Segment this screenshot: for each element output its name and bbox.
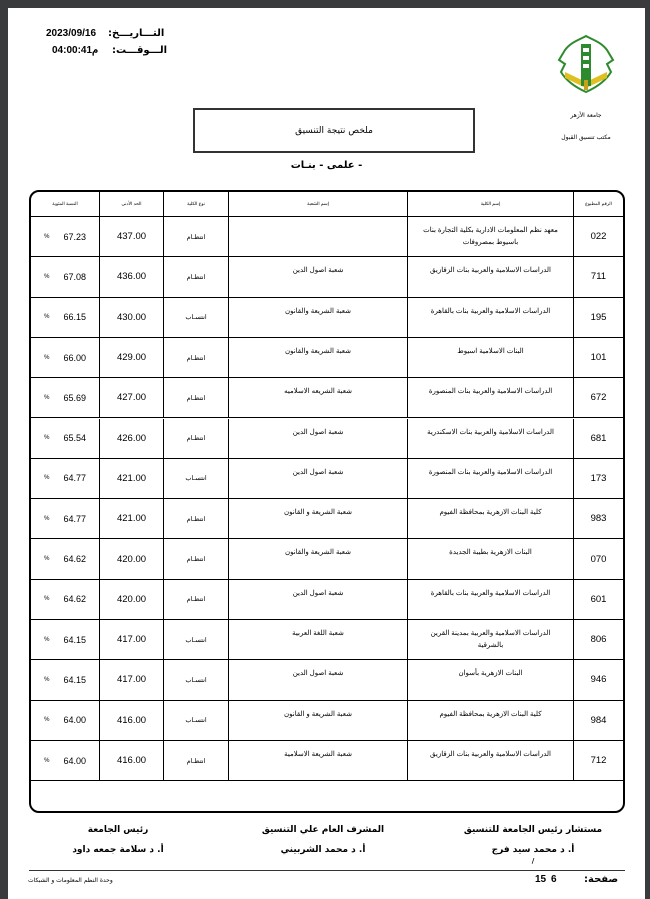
min-score-cell: 417.00 bbox=[100, 620, 164, 659]
percent-value: 66.00 bbox=[63, 352, 86, 363]
university-name: جامعة الأزهر bbox=[570, 112, 602, 119]
percent-value: 64.15 bbox=[63, 634, 86, 645]
percent-value: 65.69 bbox=[63, 392, 86, 403]
percent-symbol: % bbox=[44, 475, 50, 482]
college-type-cell: انتسـاب bbox=[164, 701, 229, 740]
percent-symbol: % bbox=[44, 596, 50, 603]
table-row bbox=[31, 620, 623, 660]
table-row bbox=[31, 419, 623, 459]
page-label: صفحة: bbox=[584, 874, 619, 885]
percent-value: 64.77 bbox=[63, 473, 86, 484]
code-cell: 711 bbox=[590, 271, 607, 283]
college-cell: كلية البنات الازهرية بمحافظة الفيوم bbox=[408, 701, 574, 740]
percent-symbol: % bbox=[44, 314, 50, 321]
college-cell: البنات الازهرية بأسوان bbox=[408, 660, 574, 699]
percent-value: 65.54 bbox=[63, 433, 86, 444]
college-type-cell: انتظـام bbox=[164, 257, 229, 296]
code-cell: 672 bbox=[590, 392, 607, 404]
percent-cell bbox=[31, 338, 100, 377]
branch-cell: شعبة اصول الدين bbox=[229, 419, 408, 458]
min-score-cell: 416.00 bbox=[100, 741, 164, 780]
page-total: 15 bbox=[535, 874, 547, 885]
percent-cell bbox=[31, 741, 100, 780]
percent-symbol: % bbox=[44, 636, 50, 643]
branch-cell: شعبة الشريعة الاسلامية bbox=[229, 741, 408, 780]
min-score-cell: 420.00 bbox=[100, 580, 164, 619]
college-cell: الدراسات الاسلامية والعربية بنات المنصورة bbox=[408, 459, 574, 498]
percent-symbol: % bbox=[44, 556, 50, 563]
percent-cell bbox=[31, 660, 100, 699]
percent-value: 64.00 bbox=[63, 715, 86, 726]
col-header-code: الرقم المطبوع bbox=[585, 201, 612, 206]
table-row bbox=[31, 298, 623, 338]
signature-role-advisor: مستشار رئيس الجامعة للتنسيق bbox=[463, 825, 603, 835]
college-cell: معهد نظم المعلومات الادارية بكلية التجارة بنات باسيوط بمصروفات bbox=[408, 217, 574, 256]
percent-cell bbox=[31, 539, 100, 578]
table-row bbox=[31, 257, 623, 297]
college-type-cell: انتظـام bbox=[164, 217, 229, 256]
code-cell: 946 bbox=[590, 674, 607, 686]
college-cell: الدراسات الاسلامية والعربية بنات الزقازيق bbox=[408, 741, 574, 780]
code-cell: 195 bbox=[590, 311, 607, 323]
branch-cell: شعبة اللغة العربية bbox=[229, 620, 408, 659]
college-type-cell: انتظـام bbox=[164, 378, 229, 417]
branch-cell: شعبة الشريعه الاسلاميه bbox=[229, 378, 408, 417]
signature-role-president: رئيس الجامعة bbox=[87, 825, 149, 835]
signature-name-advisor: أ. د محمد سيد فرج bbox=[491, 845, 575, 855]
code-cell: 022 bbox=[590, 231, 607, 243]
min-score-cell: 421.00 bbox=[100, 499, 164, 538]
results-table bbox=[29, 190, 625, 813]
signature-name-supervisor: أ. د محمد الشربيني bbox=[280, 845, 366, 855]
col-header-percent: النسبة المئوية bbox=[31, 192, 100, 216]
table-row bbox=[31, 580, 623, 620]
percent-symbol: % bbox=[44, 273, 50, 280]
college-cell: البنات الاسلامية اسيوط bbox=[408, 338, 574, 377]
percent-cell bbox=[31, 499, 100, 538]
percent-value: 67.23 bbox=[63, 231, 86, 242]
college-cell: الدراسات الاسلامية والعربية بنات المنصورة bbox=[408, 378, 574, 417]
college-cell: الدراسات الاسلامية والعربية بنات الاسكندرية bbox=[408, 419, 574, 458]
branch-cell: شعبة اصول الدين bbox=[229, 660, 408, 699]
signature-role-supervisor: المشرف العام علي التنسيق bbox=[261, 825, 385, 835]
branch-cell: شعبة اصول الدين bbox=[229, 580, 408, 619]
report-title: ملخص نتيجة التنسيق bbox=[193, 108, 475, 153]
table-row bbox=[31, 701, 623, 741]
col-header-branch: إسم الشعبة bbox=[229, 192, 408, 216]
percent-value: 64.62 bbox=[63, 554, 86, 565]
report-subtitle: - علمى - بنـات bbox=[290, 160, 363, 171]
college-type-cell: انتسـاب bbox=[164, 620, 229, 659]
code-cell: 070 bbox=[590, 553, 607, 565]
footer-divider bbox=[29, 870, 625, 871]
code-cell: 173 bbox=[590, 472, 607, 484]
table-row bbox=[31, 217, 623, 257]
table-header bbox=[31, 192, 623, 217]
time-value: م04:00:41 bbox=[52, 45, 99, 56]
code-cell: 712 bbox=[590, 755, 607, 767]
col-header-type: نوع الكلية bbox=[164, 192, 229, 216]
percent-symbol: % bbox=[44, 354, 50, 361]
col-header-min: الحد الأدنى bbox=[100, 192, 164, 216]
table-row bbox=[31, 660, 623, 700]
percent-symbol: % bbox=[44, 233, 50, 240]
percent-symbol: % bbox=[44, 515, 50, 522]
college-cell: الدراسات الاسلامية والعربية بنات الزقازيق bbox=[408, 257, 574, 296]
percent-cell bbox=[31, 580, 100, 619]
min-score-cell: 417.00 bbox=[100, 660, 164, 699]
branch-cell: شعبة الشريعة والقانون bbox=[229, 338, 408, 377]
college-cell: البنات الازهرية بطيبة الجديدة bbox=[408, 539, 574, 578]
percent-cell bbox=[31, 701, 100, 740]
table-row bbox=[31, 539, 623, 579]
signature-name-president: أ. د سلامة جمعه داود bbox=[72, 845, 164, 855]
percent-value: 64.62 bbox=[63, 594, 86, 605]
office-name: مكتب تنسيق القبول bbox=[561, 134, 611, 141]
signature-mark: / bbox=[531, 857, 535, 865]
min-score-cell: 420.00 bbox=[100, 539, 164, 578]
col-header-college: إسم الكلية bbox=[408, 192, 574, 216]
min-score-cell: 421.00 bbox=[100, 459, 164, 498]
table-row bbox=[31, 378, 623, 418]
percent-cell bbox=[31, 419, 100, 458]
percent-value: 66.15 bbox=[63, 312, 86, 323]
code-cell: 984 bbox=[590, 714, 607, 726]
college-type-cell: انتظـام bbox=[164, 419, 229, 458]
percent-value: 64.15 bbox=[63, 674, 86, 685]
percent-cell bbox=[31, 257, 100, 296]
branch-cell: شعبة اصول الدين bbox=[229, 459, 408, 498]
percent-symbol: % bbox=[44, 676, 50, 683]
min-score-cell: 430.00 bbox=[100, 298, 164, 337]
college-type-cell: انتظـام bbox=[164, 741, 229, 780]
unit-name: وحدة النظم المعلومات و الشبكات bbox=[28, 877, 113, 884]
percent-cell bbox=[31, 620, 100, 659]
percent-symbol: % bbox=[44, 717, 50, 724]
percent-cell bbox=[31, 298, 100, 337]
branch-cell: شعبة الشريعة والقانون bbox=[229, 298, 408, 337]
college-type-cell: انتظـام bbox=[164, 338, 229, 377]
college-type-cell: انتسـاب bbox=[164, 660, 229, 699]
percent-value: 67.08 bbox=[63, 271, 86, 282]
college-cell: الدراسات الاسلامية والعربية بمدينة القرين بالشرقية bbox=[408, 620, 574, 659]
college-type-cell: انتظـام bbox=[164, 499, 229, 538]
code-cell: 601 bbox=[590, 593, 607, 605]
percent-symbol: % bbox=[44, 757, 50, 764]
percent-cell bbox=[31, 459, 100, 498]
college-cell: الدراسات الاسلامية والعربية بنات بالقاهرة bbox=[408, 298, 574, 337]
percent-value: 64.77 bbox=[63, 513, 86, 524]
min-score-cell: 416.00 bbox=[100, 701, 164, 740]
branch-cell: شعبة الشريعة والقانون bbox=[229, 539, 408, 578]
branch-cell: شعبة الشريعة و القانون bbox=[229, 499, 408, 538]
percent-cell bbox=[31, 217, 100, 256]
college-cell: كلية البنات الازهرية بمحافظة الفيوم bbox=[408, 499, 574, 538]
table-row bbox=[31, 741, 623, 781]
table-row bbox=[31, 338, 623, 378]
college-cell: الدراسات الاسلامية والعربية بنات بالقاهرة bbox=[408, 580, 574, 619]
percent-symbol: % bbox=[44, 435, 50, 442]
branch-cell: شعبة الشريعة و القانون bbox=[229, 701, 408, 740]
code-cell: 101 bbox=[590, 352, 607, 364]
percent-cell bbox=[31, 378, 100, 417]
college-type-cell: انتظـام bbox=[164, 539, 229, 578]
report-page bbox=[8, 8, 645, 899]
table-row bbox=[31, 459, 623, 499]
code-cell: 681 bbox=[590, 432, 607, 444]
min-score-cell: 426.00 bbox=[100, 419, 164, 458]
page-current: 6 bbox=[551, 874, 557, 885]
min-score-cell: 427.00 bbox=[100, 378, 164, 417]
university-logo bbox=[551, 30, 621, 100]
college-type-cell: انتسـاب bbox=[164, 298, 229, 337]
code-cell: 806 bbox=[590, 634, 607, 646]
code-cell: 983 bbox=[590, 513, 607, 525]
college-type-cell: انتظـام bbox=[164, 580, 229, 619]
percent-value: 64.00 bbox=[63, 755, 86, 766]
percent-symbol: % bbox=[44, 394, 50, 401]
date-value: 2023/09/16 bbox=[46, 28, 97, 39]
branch-cell: شعبة اصول الدين bbox=[229, 257, 408, 296]
date-label: التـــاريـــخ: bbox=[108, 28, 165, 39]
college-type-cell: انتسـاب bbox=[164, 459, 229, 498]
table-row bbox=[31, 499, 623, 539]
min-score-cell: 429.00 bbox=[100, 338, 164, 377]
min-score-cell: 437.00 bbox=[100, 217, 164, 256]
time-label: الـــوقـــت: bbox=[112, 45, 168, 56]
branch-cell bbox=[229, 217, 408, 256]
min-score-cell: 436.00 bbox=[100, 257, 164, 296]
